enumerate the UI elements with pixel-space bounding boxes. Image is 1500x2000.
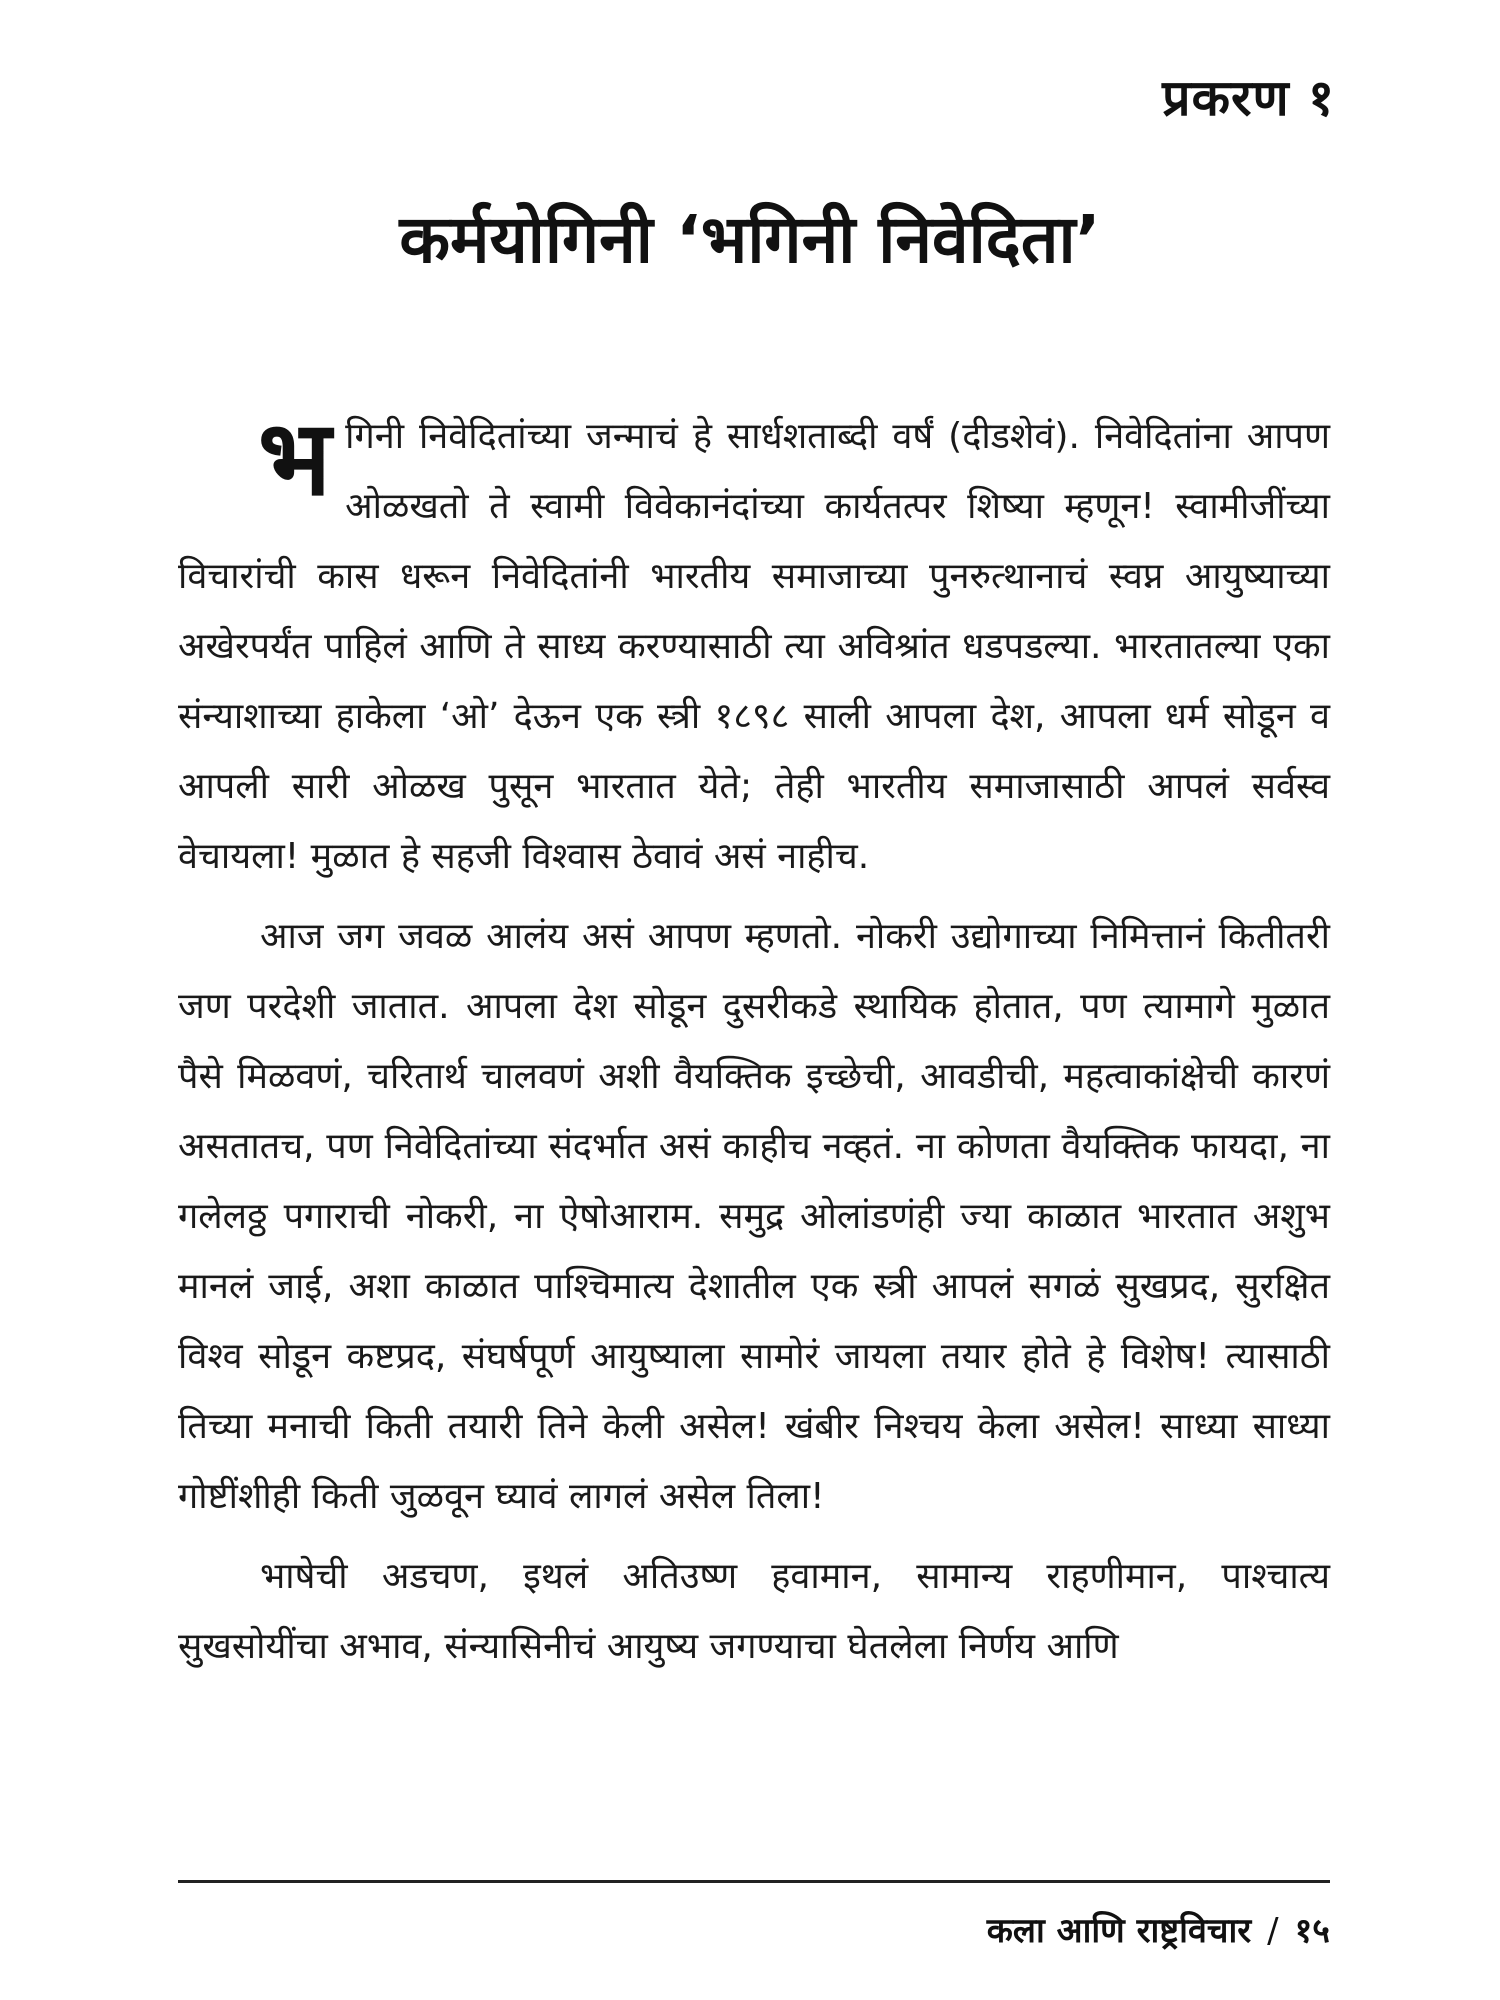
paragraph-2: आज जग जवळ आलंय असं आपण म्हणतो. नोकरी उद्योगाच्या निमित्तानं कितीतरी जण परदेशी जातात. आपला देश सोडून दुसरीकडे स्थायिक होतात, पण त्यामागे मुळात पैसे मिळवणं, चरितार्थ चालवणं अशी वैयक्तिक इच्छेची, आवडीची, महत्वाकांक्षेची कारणं असतातच, पण निवेदितांच्या संदर्भात असं काहीच नव्हतं. ना कोणता वैयक्तिक फायदा, ना गलेलठ्ठ पगाराची नोकरी, ना ऐषोआराम. समुद्र ओलांडणंही ज्या काळात भारतात अशुभ मानलं जाई, अशा काळात पाश्चिमात्य देशातील एक स्त्री आपलं सगळं सुखप्रद, सुरक्षित विश्व सोडून कष्टप्रद, संघर्षपूर्ण आयुष्याला सामोरं जायला तयार होते हे विशेष! त्यासाठी तिच्या मनाची किती तयारी तिने केली असेल! खंबीर निश्चय केला असेल! साध्या साध्या गोष्टींशीही किती जुळवून घ्यावं लागलं असेल तिला! bbox=[178, 916, 1330, 1517]
chapter-title: कर्मयोगिनी ‘भगिनी निवेदिता’ bbox=[399, 201, 1101, 278]
paragraph-1 bbox=[178, 397, 1330, 892]
paragraph-3: भाषेची अडचण, इथलं अतिउष्ण हवामान, सामान्य राहणीमान, पाश्चात्य सुखसोयींचा अभाव, संन्यासिनीचं आयुष्य जगण्याचा घेतलेला निर्णय आणि bbox=[178, 1556, 1330, 1667]
chapter-label: प्रकरण १ bbox=[1162, 69, 1335, 127]
running-footer bbox=[987, 1906, 1330, 1952]
footer-divider bbox=[178, 1880, 1330, 1883]
footer-separator: / bbox=[1267, 1911, 1279, 1951]
page-number: १५ bbox=[1294, 1911, 1330, 1951]
footer-book-title: कला आणि राष्ट्रविचार bbox=[986, 1911, 1252, 1951]
body-text bbox=[178, 397, 1330, 1692]
drop-cap: भ bbox=[258, 397, 332, 519]
paragraph-1-text: गिनी निवेदितांच्या जन्माचं हे सार्धशताब्दी वर्षं (दीडशेवं). निवेदितांना आपण ओळखतो ते स्वामी विवेकानंदांच्या कार्यतत्पर शिष्या म्हणून! स्वामीजींच्या विचारांची कास धरून निवेदितांनी भारतीय समाजाच्या पुनरुत्थानाचं स्वप्न आयुष्याच्या अखेरपर्यंत पाहिलं आणि ते साध्य करण्यासाठी त्या अविश्रांत धडपडल्या. भारतातल्या एका संन्याशाच्या हाकेला ‘ओ’ देऊन एक स्त्री १८९८ साली आपला देश, आपला धर्म सोडून व आपली सारी ओळख पुसून भारतात येते; तेही भारतीय समाजासाठी आपलं सर्वस्व वेचायला! मुळात हे सहजी विश्वास ठेवावं असं नाहीच. bbox=[178, 416, 1330, 877]
